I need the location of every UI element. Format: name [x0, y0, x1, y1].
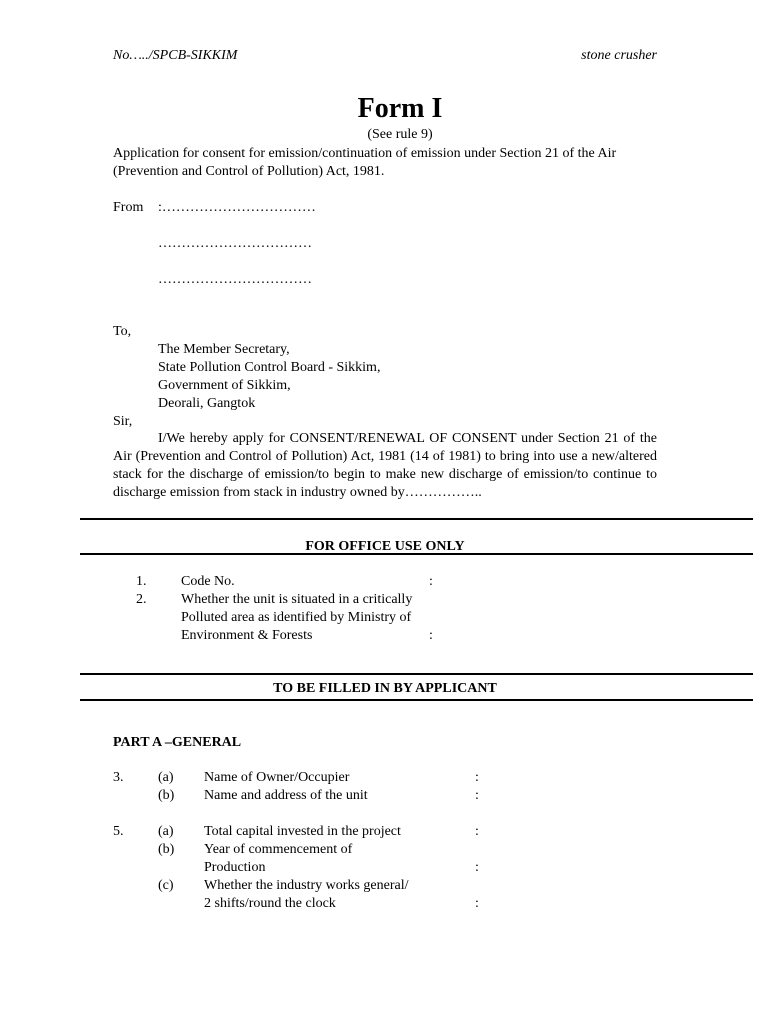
shift-pattern-label: 2 shifts/round the clock — [204, 896, 336, 911]
critical-area-label: Whether the unit is situated in a critically — [181, 592, 413, 607]
commencement-year-label: Year of commencement of — [204, 842, 353, 857]
item-number: 2. — [136, 592, 147, 607]
sub-item-letter: (a) — [158, 824, 174, 839]
application-body: I/We hereby apply for CONSENT/RENEWAL OF CONSENT under Section 21 of the Air (Prevention and Control of Pollution) Act, 1981 (14 of 1981) to bring into use a new/altered stack for the discharge of emission/to begin to make new discharge of emission/to continue to discharge emission from stack in industry owned by…………….. — [113, 431, 657, 500]
critical-area-label: Environment & Forests — [181, 628, 313, 643]
addressee-line: The Member Secretary, — [158, 342, 290, 357]
from-line-2: …………………………… — [158, 236, 312, 251]
to-label: To, — [113, 324, 132, 339]
form-title: Form I — [357, 93, 443, 124]
rule-reference: (See rule 9) — [367, 127, 433, 142]
industry-category: stone crusher — [581, 48, 657, 63]
field-colon: : — [475, 896, 479, 911]
owner-name-label: Name of Owner/Occupier — [204, 770, 350, 785]
section-number: 3. — [113, 770, 124, 785]
field-colon: : — [475, 770, 479, 785]
divider — [80, 673, 753, 675]
addressee-line: Government of Sikkim, — [158, 378, 291, 393]
field-colon: : — [475, 788, 479, 803]
divider — [80, 699, 753, 701]
field-colon: : — [429, 574, 433, 589]
office-use-heading: FOR OFFICE USE ONLY — [305, 539, 465, 554]
addressee-line: State Pollution Control Board - Sikkim, — [158, 360, 381, 375]
from-line-1: :…………………………… — [158, 200, 316, 215]
sub-item-letter: (b) — [158, 788, 175, 803]
section-number: 5. — [113, 824, 124, 839]
field-colon: : — [475, 860, 479, 875]
form-intro: Application for consent for emission/continuation of emission under Section 21 of the Air (Prevention and Control of Pollution) Act, 1981. — [113, 146, 617, 179]
applicant-heading: TO BE FILLED IN BY APPLICANT — [273, 681, 497, 696]
divider — [80, 553, 753, 555]
sub-item-letter: (b) — [158, 842, 175, 857]
commencement-year-label: Production — [204, 860, 266, 875]
item-number: 1. — [136, 574, 147, 589]
reference-number: No…../SPCB-SIKKIM — [113, 48, 238, 63]
divider — [80, 518, 753, 520]
part-a-heading: PART A –GENERAL — [113, 735, 242, 750]
capital-invested-label: Total capital invested in the project — [204, 824, 401, 839]
from-line-3: …………………………… — [158, 272, 312, 287]
unit-address-label: Name and address of the unit — [204, 788, 368, 803]
from-label: From — [113, 200, 144, 215]
field-colon: : — [429, 628, 433, 643]
addressee-line: Deorali, Gangtok — [158, 396, 256, 411]
shift-pattern-label: Whether the industry works general/ — [204, 878, 409, 893]
code-no-label: Code No. — [181, 574, 235, 589]
field-colon: : — [475, 824, 479, 839]
sub-item-letter: (a) — [158, 770, 174, 785]
critical-area-label: Polluted area as identified by Ministry of — [181, 610, 412, 625]
salutation: Sir, — [113, 414, 133, 429]
sub-item-letter: (c) — [158, 878, 174, 893]
